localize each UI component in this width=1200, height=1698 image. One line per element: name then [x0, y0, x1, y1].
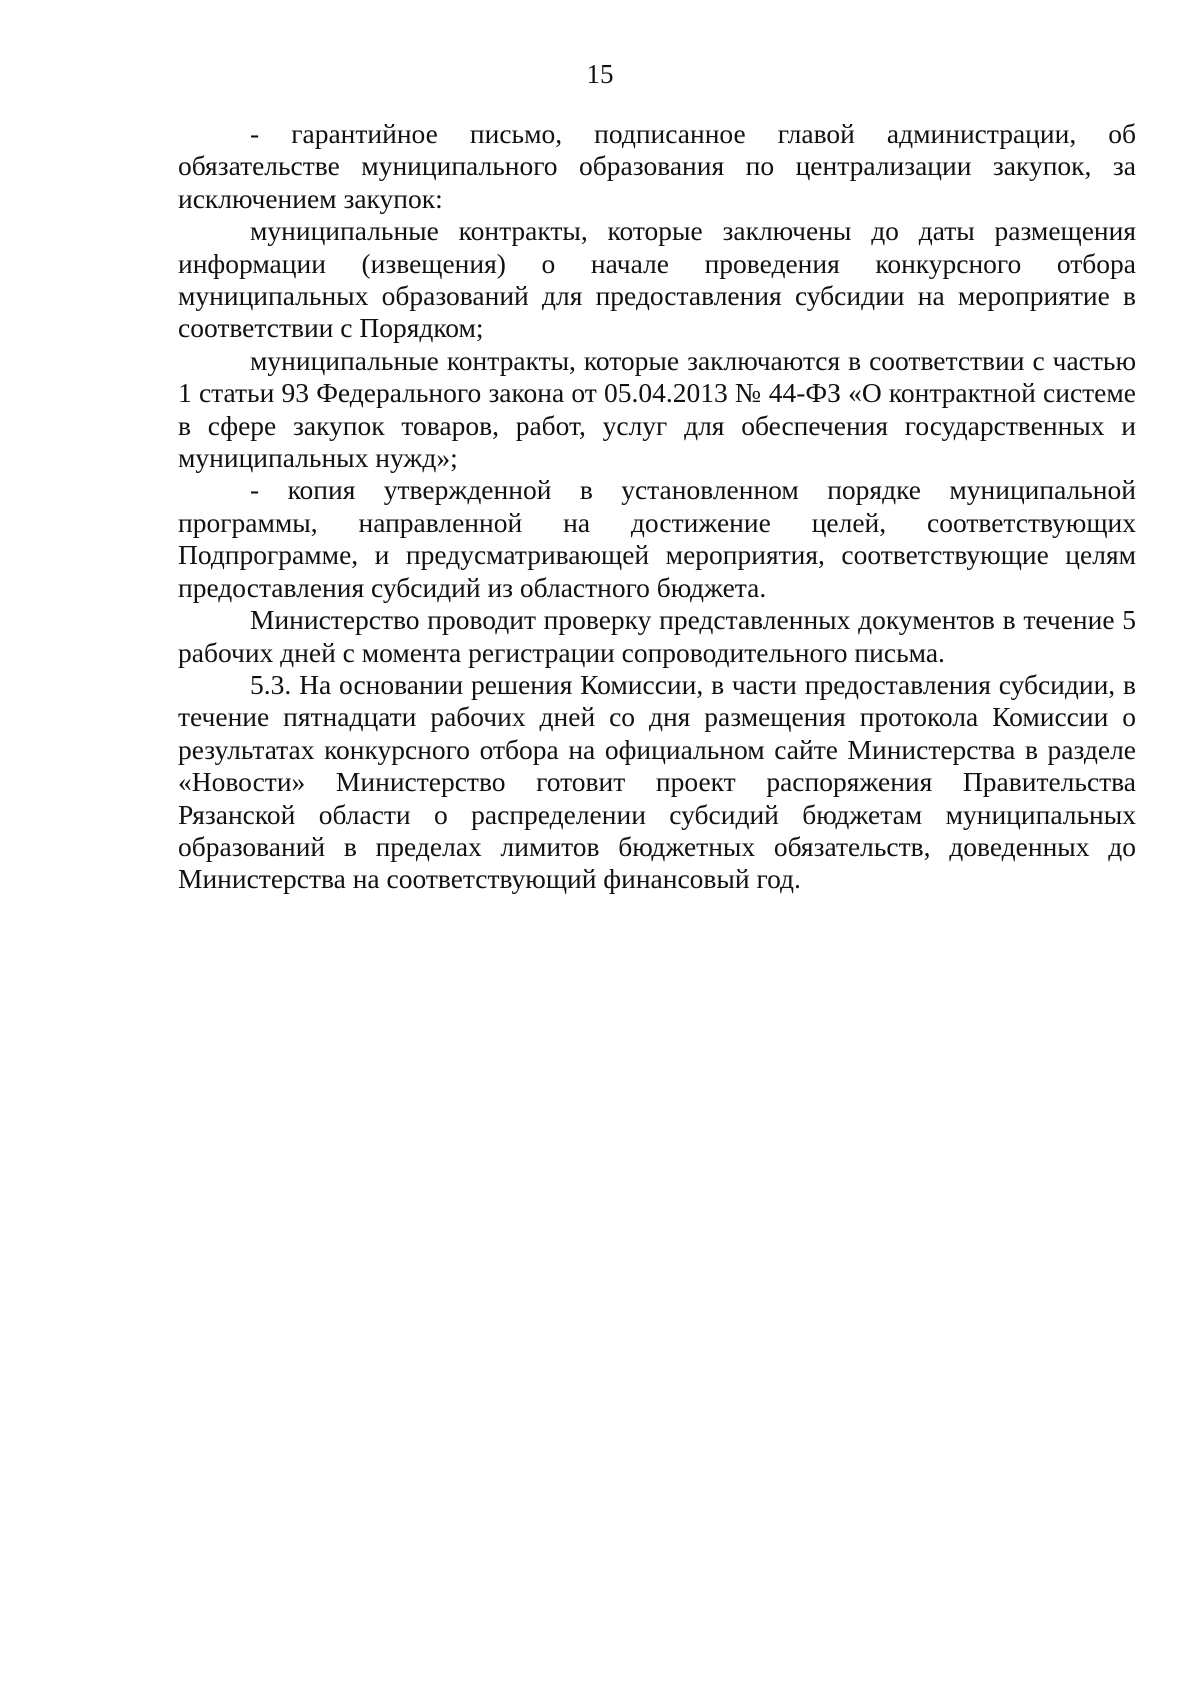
paragraph-program-copy: - копия утвержденной в установленном порядке муниципальной программы, направленной на достижение целей, соответствующих Подпрограмме, и предусматривающей мероприятия, соответствующие целям предоставления субсидий из областного бюджета. — [178, 474, 1136, 603]
paragraph-article-93-contracts: муниципальные контракты, которые заключаются в соответствии с частью 1 статьи 93 Федерального закона от 05.04.2013 № 44-ФЗ «О контрактной системе в сфере закупок товаров, работ, услуг для обеспечения государственных и муниципальных нужд»; — [178, 344, 1136, 474]
paragraph-guarantee-letter: - гарантийное письмо, подписанное главой администрации, об обязательстве муниципального образования по централизации закупок, за исключением закупок: — [178, 118, 1136, 214]
paragraph-ministry-review: Министерство проводит проверку представленных документов в течение 5 рабочих дней с момента регистрации сопроводительного письма. — [178, 604, 1136, 668]
document-body — [178, 118, 1136, 896]
page-number: 15 — [586, 59, 614, 89]
paragraph-section-5-3: 5.3. На основании решения Комиссии, в части предоставления субсидии, в течение пятнадцати рабочих дней со дня размещения протокола Комиссии о результатах конкурсного отбора на официальном сайте Министерства в разделе «Новости» Министерство готовит проект распоряжения Правительства Рязанской области о распределении субсидий бюджетам муниципальных образований в пределах лимитов бюджетных обязательств, доведенных до Министерства на соответствующий финансовый год. — [178, 668, 1136, 895]
paragraph-concluded-contracts: муниципальные контракты, которые заключены до даты размещения информации (извещения) о начале проведения конкурсного отбора муниципальных образований для предоставления субсидии на мероприятие в соответствии с Порядком; — [178, 215, 1136, 344]
